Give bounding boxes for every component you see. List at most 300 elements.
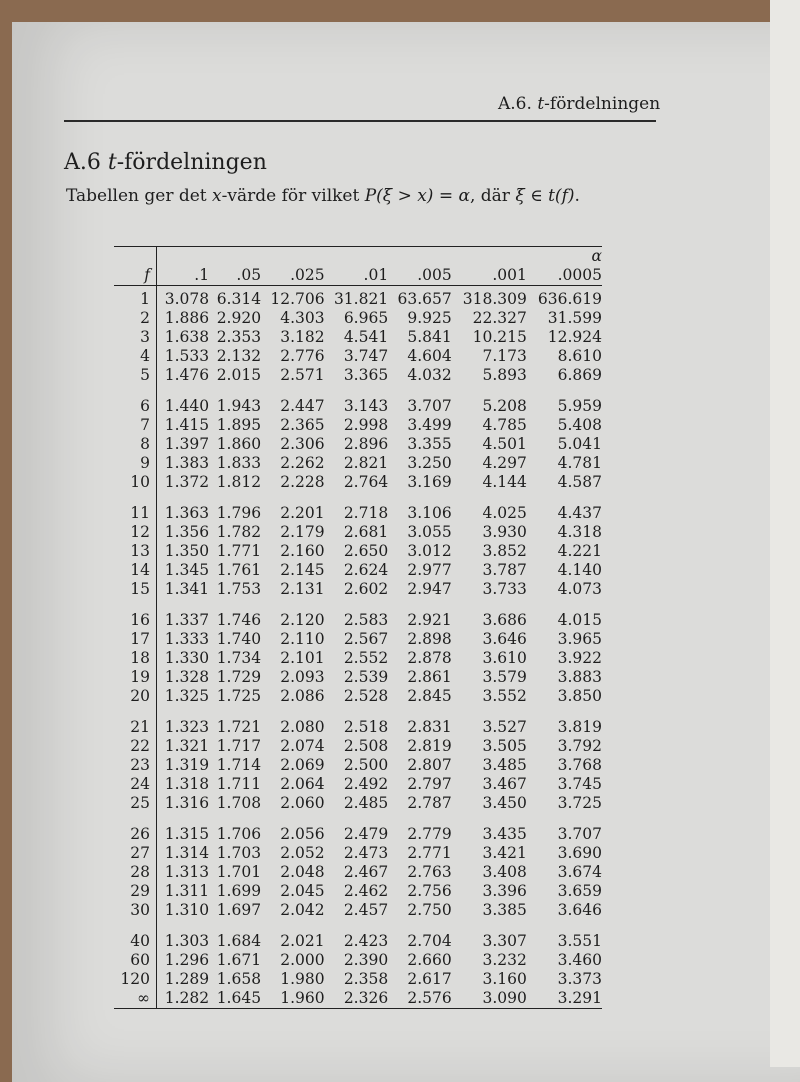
critical-value-cell: 3.646	[482, 630, 527, 648]
caption-formula: P(ξ > x) = α	[364, 186, 470, 206]
degrees-of-freedom-cell: 25	[114, 794, 157, 813]
running-head	[498, 94, 660, 114]
critical-value-cell: 1.415	[164, 416, 210, 434]
table-row	[114, 309, 602, 328]
running-head-t: t	[537, 94, 545, 114]
alpha-column-header: .0005	[527, 266, 602, 286]
critical-value-cell: 3.090	[482, 989, 527, 1007]
critical-value-cell: 3.385	[482, 901, 527, 919]
critical-value-cell: 3.747	[343, 347, 389, 365]
section-title-t: t	[107, 150, 117, 175]
critical-value-cell: 2.060	[280, 794, 325, 812]
table-row	[114, 523, 602, 542]
critical-value-cell: 2.602	[343, 580, 389, 598]
critical-value-cell: 2.080	[280, 718, 325, 736]
critical-value-cell: 3.768	[557, 756, 602, 774]
critical-value-cell: 1.311	[164, 882, 210, 900]
critical-value-cell: 1.397	[164, 435, 210, 453]
critical-value-cell: 3.460	[557, 951, 602, 969]
caption-distribution: ξ ∈ t(f)	[515, 186, 575, 206]
critical-value-cell: 3.435	[482, 825, 527, 843]
critical-value-cell: 2.947	[407, 580, 452, 598]
critical-value-cell: 1.356	[164, 523, 210, 541]
critical-value-cell: 1.740	[216, 630, 262, 648]
critical-value-cell: 3.850	[557, 687, 602, 705]
critical-value-cell: 2.056	[280, 825, 325, 843]
critical-value-cell: 4.604	[407, 347, 452, 365]
critical-value-cell: 3.527	[482, 718, 527, 736]
critical-value-cell: 4.221	[557, 542, 602, 560]
degrees-of-freedom-cell: 10	[114, 473, 157, 492]
critical-value-cell: 3.792	[557, 737, 602, 755]
critical-value-cell: 3.646	[557, 901, 602, 919]
table-row	[114, 706, 602, 737]
critical-value-cell: 2.492	[343, 775, 389, 793]
critical-value-cell: 2.583	[343, 611, 389, 629]
critical-value-cell: 4.073	[557, 580, 602, 598]
critical-value-cell: 1.321	[164, 737, 210, 755]
critical-value-cell: 2.898	[407, 630, 452, 648]
critical-value-cell: 1.771	[216, 542, 262, 560]
table-row	[114, 416, 602, 435]
critical-value-cell: 2.093	[280, 668, 325, 686]
critical-value-cell: 3.787	[482, 561, 527, 579]
critical-value-cell: 10.215	[472, 328, 527, 346]
degrees-of-freedom-cell: 6	[114, 385, 157, 416]
table-row	[114, 970, 602, 989]
critical-value-cell: 2.179	[280, 523, 325, 541]
critical-value-cell: 1.333	[164, 630, 210, 648]
critical-value-cell: 2.831	[407, 718, 452, 736]
critical-value-cell: 1.746	[216, 611, 262, 629]
critical-value-cell: 63.657	[397, 290, 452, 308]
table-row	[114, 649, 602, 668]
degrees-of-freedom-cell: 5	[114, 366, 157, 385]
table-row	[114, 756, 602, 775]
degrees-of-freedom-cell: 23	[114, 756, 157, 775]
critical-value-cell: 1.860	[216, 435, 262, 453]
critical-value-cell: 2.660	[407, 951, 452, 969]
critical-value-cell: 1.645	[216, 989, 262, 1007]
critical-value-cell: 3.819	[557, 718, 602, 736]
critical-value-cell: 2.508	[343, 737, 389, 755]
critical-value-cell: 2.704	[407, 932, 452, 950]
critical-value-cell: 1.671	[216, 951, 262, 969]
critical-value-cell: 2.576	[407, 989, 452, 1007]
critical-value-cell: 1.313	[164, 863, 210, 881]
critical-value-cell: 1.282	[164, 989, 210, 1007]
critical-value-cell: 2.756	[407, 882, 452, 900]
critical-value-cell: 1.372	[164, 473, 210, 491]
critical-value-cell: 2.624	[343, 561, 389, 579]
critical-value-cell: 2.457	[343, 901, 389, 919]
critical-value-cell: 2.571	[280, 366, 325, 384]
critical-value-cell: 1.708	[216, 794, 262, 812]
critical-value-cell: 1.658	[216, 970, 262, 988]
critical-value-cell: 3.505	[482, 737, 527, 755]
critical-value-cell: 2.052	[280, 844, 325, 862]
critical-value-cell: 2.771	[407, 844, 452, 862]
table-row	[114, 920, 602, 951]
critical-value-cell: 2.650	[343, 542, 389, 560]
critical-value-cell: 2.750	[407, 901, 452, 919]
critical-value-cell: 2.500	[343, 756, 389, 774]
critical-value-cell: 3.307	[482, 932, 527, 950]
degrees-of-freedom-cell: 3	[114, 328, 157, 347]
degrees-of-freedom-cell: 18	[114, 649, 157, 668]
section-title-text: -fördelningen	[116, 150, 267, 175]
critical-value-cell: 1.323	[164, 718, 210, 736]
table-row	[114, 863, 602, 882]
critical-value-cell: 3.690	[557, 844, 602, 862]
critical-value-cell: 2.015	[216, 366, 262, 384]
critical-value-cell: 1.296	[164, 951, 210, 969]
critical-value-cell: 4.541	[343, 328, 389, 346]
table-row	[114, 454, 602, 473]
critical-value-cell: 3.551	[557, 932, 602, 950]
table-row	[114, 561, 602, 580]
critical-value-cell: 1.960	[280, 989, 325, 1007]
table-row	[114, 328, 602, 347]
caption-var-x: x	[212, 186, 222, 206]
degrees-of-freedom-cell: 22	[114, 737, 157, 756]
degrees-of-freedom-cell: 7	[114, 416, 157, 435]
degrees-of-freedom-cell: 16	[114, 599, 157, 630]
critical-value-cell: 5.841	[407, 328, 452, 346]
caption-part: .	[574, 186, 580, 206]
degrees-of-freedom-cell: 21	[114, 706, 157, 737]
critical-value-cell: 5.208	[482, 397, 527, 415]
critical-value-cell: 12.706	[270, 290, 325, 308]
degrees-of-freedom-cell: 120	[114, 970, 157, 989]
critical-value-cell: 1.330	[164, 649, 210, 667]
critical-value-cell: 2.821	[343, 454, 389, 472]
degrees-of-freedom-cell: ∞	[114, 989, 157, 1009]
critical-value-cell: 2.262	[280, 454, 325, 472]
critical-value-cell: 1.721	[216, 718, 262, 736]
critical-value-cell: 3.143	[343, 397, 389, 415]
table-row	[114, 668, 602, 687]
critical-value-cell: 2.045	[280, 882, 325, 900]
t-distribution-table	[114, 246, 602, 1009]
table-row	[114, 542, 602, 561]
critical-value-cell: 3.250	[407, 454, 452, 472]
degrees-of-freedom-cell: 20	[114, 687, 157, 706]
critical-value-cell: 2.353	[216, 328, 262, 346]
critical-value-cell: 3.485	[482, 756, 527, 774]
critical-value-cell: 5.408	[557, 416, 602, 434]
critical-value-cell: 1.310	[164, 901, 210, 919]
alpha-column-header: .001	[452, 266, 527, 286]
critical-value-cell: 1.314	[164, 844, 210, 862]
critical-value-cell: 3.365	[343, 366, 389, 384]
critical-value-cell: 2.358	[343, 970, 389, 988]
critical-value-cell: 1.717	[216, 737, 262, 755]
alpha-column-header: .05	[209, 266, 261, 286]
critical-value-cell: 4.297	[482, 454, 527, 472]
critical-value-cell: 31.821	[333, 290, 389, 308]
critical-value-cell: 1.319	[164, 756, 210, 774]
critical-value-cell: 1.316	[164, 794, 210, 812]
critical-value-cell: 2.064	[280, 775, 325, 793]
critical-value-cell: 3.922	[557, 649, 602, 667]
critical-value-cell: 2.069	[280, 756, 325, 774]
critical-value-cell: 2.365	[280, 416, 325, 434]
alpha-column-header: .025	[261, 266, 325, 286]
critical-value-cell: 22.327	[472, 309, 527, 327]
critical-value-cell: 3.707	[407, 397, 452, 415]
critical-value-cell: 2.552	[343, 649, 389, 667]
critical-value-cell: 6.314	[216, 290, 262, 308]
critical-value-cell: 1.711	[216, 775, 262, 793]
critical-value-cell: 2.528	[343, 687, 389, 705]
caption-part: Tabellen ger det	[66, 186, 213, 206]
critical-value-cell: 1.714	[216, 756, 262, 774]
critical-value-cell: 4.140	[557, 561, 602, 579]
table-row	[114, 580, 602, 599]
critical-value-cell: 3.852	[482, 542, 527, 560]
critical-value-cell: 2.120	[280, 611, 325, 629]
header-rule	[64, 120, 656, 122]
critical-value-cell: 1.684	[216, 932, 262, 950]
degrees-of-freedom-cell: 13	[114, 542, 157, 561]
critical-value-cell: 1.383	[164, 454, 210, 472]
table-row	[114, 794, 602, 813]
critical-value-cell: 1.886	[164, 309, 210, 327]
critical-value-cell: 3.373	[557, 970, 602, 988]
critical-value-cell: 2.306	[280, 435, 325, 453]
critical-value-cell: 3.883	[557, 668, 602, 686]
degrees-of-freedom-cell: 28	[114, 863, 157, 882]
critical-value-cell: 1.345	[164, 561, 210, 579]
running-head-text: -fördelningen	[544, 94, 661, 114]
critical-value-cell: 3.686	[482, 611, 527, 629]
critical-value-cell: 1.703	[216, 844, 262, 862]
critical-value-cell: 2.467	[343, 863, 389, 881]
critical-value-cell: 2.086	[280, 687, 325, 705]
degrees-of-freedom-cell: 27	[114, 844, 157, 863]
caption-part: -värde för vilket	[221, 186, 365, 206]
section-title	[64, 150, 267, 175]
critical-value-cell: 3.450	[482, 794, 527, 812]
critical-value-cell: 3.733	[482, 580, 527, 598]
table-row	[114, 599, 602, 630]
critical-value-cell: 3.930	[482, 523, 527, 541]
degrees-of-freedom-cell: 60	[114, 951, 157, 970]
critical-value-cell: 2.201	[280, 504, 325, 522]
degrees-of-freedom-cell: 40	[114, 920, 157, 951]
critical-value-cell: 3.182	[280, 328, 325, 346]
degrees-of-freedom-cell: 24	[114, 775, 157, 794]
critical-value-cell: 2.132	[216, 347, 262, 365]
critical-value-cell: 3.659	[557, 882, 602, 900]
critical-value-cell: 1.761	[216, 561, 262, 579]
critical-value-cell: 2.779	[407, 825, 452, 843]
critical-value-cell: 2.518	[343, 718, 389, 736]
critical-value-cell: 4.032	[407, 366, 452, 384]
critical-value-cell: 1.318	[164, 775, 210, 793]
critical-value-cell: 2.145	[280, 561, 325, 579]
critical-value-cell: 3.396	[482, 882, 527, 900]
critical-value-cell: 2.021	[280, 932, 325, 950]
table-row	[114, 989, 602, 1009]
critical-value-cell: 636.619	[537, 290, 602, 308]
table-row	[114, 366, 602, 385]
critical-value-cell: 2.160	[280, 542, 325, 560]
critical-value-cell: 3.169	[407, 473, 452, 491]
degrees-of-freedom-cell: 12	[114, 523, 157, 542]
table-body	[114, 286, 602, 1009]
critical-value-cell: 2.819	[407, 737, 452, 755]
critical-value-cell: 1.943	[216, 397, 262, 415]
critical-value-cell: 2.617	[407, 970, 452, 988]
critical-value-cell: 3.707	[557, 825, 602, 843]
critical-value-cell: 1.729	[216, 668, 262, 686]
critical-value-cell: 1.363	[164, 504, 210, 522]
critical-value-cell: 9.925	[407, 309, 452, 327]
critical-value-cell: 7.173	[482, 347, 527, 365]
degrees-of-freedom-cell: 9	[114, 454, 157, 473]
degrees-of-freedom-cell: 11	[114, 492, 157, 523]
critical-value-cell: 2.787	[407, 794, 452, 812]
critical-value-cell: 2.896	[343, 435, 389, 453]
critical-value-cell: 6.869	[557, 366, 602, 384]
critical-value-cell: 2.462	[343, 882, 389, 900]
critical-value-cell: 5.959	[557, 397, 602, 415]
degrees-of-freedom-cell: 4	[114, 347, 157, 366]
critical-value-cell: 4.501	[482, 435, 527, 453]
critical-value-cell: 2.567	[343, 630, 389, 648]
critical-value-cell: 1.796	[216, 504, 262, 522]
critical-value-cell: 1.812	[216, 473, 262, 491]
critical-value-cell: 4.015	[557, 611, 602, 629]
critical-value-cell: 5.041	[557, 435, 602, 453]
running-head-section: A.6.	[498, 94, 532, 114]
critical-value-cell: 1.895	[216, 416, 262, 434]
degrees-of-freedom-cell: 26	[114, 813, 157, 844]
critical-value-cell: 1.833	[216, 454, 262, 472]
table-row	[114, 882, 602, 901]
table-row	[114, 951, 602, 970]
critical-value-cell: 1.753	[216, 580, 262, 598]
critical-value-cell: 3.965	[557, 630, 602, 648]
critical-value-cell: 3.232	[482, 951, 527, 969]
critical-value-cell: 2.228	[280, 473, 325, 491]
critical-value-cell: 2.797	[407, 775, 452, 793]
table-row	[114, 492, 602, 523]
critical-value-cell: 4.144	[482, 473, 527, 491]
critical-value-cell: 2.473	[343, 844, 389, 862]
critical-value-cell: 3.012	[407, 542, 452, 560]
critical-value-cell: 1.701	[216, 863, 262, 881]
critical-value-cell: 2.131	[280, 580, 325, 598]
critical-value-cell: 1.697	[216, 901, 262, 919]
degrees-of-freedom-cell: 14	[114, 561, 157, 580]
critical-value-cell: 1.734	[216, 649, 262, 667]
critical-value-cell: 1.782	[216, 523, 262, 541]
degrees-of-freedom-cell: 2	[114, 309, 157, 328]
degrees-of-freedom-cell: 19	[114, 668, 157, 687]
critical-value-cell: 1.980	[280, 970, 325, 988]
critical-value-cell: 1.289	[164, 970, 210, 988]
critical-value-cell: 3.552	[482, 687, 527, 705]
critical-value-cell: 2.326	[343, 989, 389, 1007]
degrees-of-freedom-cell: 15	[114, 580, 157, 599]
critical-value-cell: 2.920	[216, 309, 262, 327]
critical-value-cell: 4.781	[557, 454, 602, 472]
critical-value-cell: 3.291	[557, 989, 602, 1007]
critical-value-cell: 2.681	[343, 523, 389, 541]
critical-value-cell: 2.998	[343, 416, 389, 434]
critical-value-cell: 2.447	[280, 397, 325, 415]
table-row	[114, 844, 602, 863]
table-row	[114, 286, 602, 310]
table-row	[114, 473, 602, 492]
critical-value-cell: 3.725	[557, 794, 602, 812]
alpha-column-header: .01	[325, 266, 389, 286]
critical-value-cell: 2.718	[343, 504, 389, 522]
table-row	[114, 901, 602, 920]
critical-value-cell: 318.309	[462, 290, 527, 308]
critical-value-cell: 3.467	[482, 775, 527, 793]
critical-value-cell: 2.479	[343, 825, 389, 843]
critical-value-cell: 2.776	[280, 347, 325, 365]
table-row	[114, 737, 602, 756]
caption-part: , där	[469, 186, 516, 206]
critical-value-cell: 2.764	[343, 473, 389, 491]
critical-value-cell: 3.355	[407, 435, 452, 453]
critical-value-cell: 1.303	[164, 932, 210, 950]
critical-value-cell: 4.025	[482, 504, 527, 522]
degrees-of-freedom-cell: 1	[114, 286, 157, 310]
table-row	[114, 435, 602, 454]
critical-value-cell: 1.533	[164, 347, 210, 365]
table-row	[114, 385, 602, 416]
section-number: A.6	[64, 150, 101, 175]
critical-value-cell: 1.706	[216, 825, 262, 843]
critical-value-cell: 2.000	[280, 951, 325, 969]
critical-value-cell: 8.610	[557, 347, 602, 365]
critical-value-cell: 3.078	[164, 290, 210, 308]
critical-value-cell: 2.485	[343, 794, 389, 812]
critical-value-cell: 1.638	[164, 328, 210, 346]
table-row	[114, 630, 602, 649]
critical-value-cell: 2.807	[407, 756, 452, 774]
critical-value-cell: 2.878	[407, 649, 452, 667]
degrees-of-freedom-cell: 30	[114, 901, 157, 920]
critical-value-cell: 3.579	[482, 668, 527, 686]
degrees-of-freedom-cell: 29	[114, 882, 157, 901]
critical-value-cell: 31.599	[547, 309, 602, 327]
critical-value-cell: 1.337	[164, 611, 210, 629]
critical-value-cell: 2.763	[407, 863, 452, 881]
critical-value-cell: 3.106	[407, 504, 452, 522]
critical-value-cell: 3.421	[482, 844, 527, 862]
critical-value-cell: 1.699	[216, 882, 262, 900]
critical-value-cell: 4.785	[482, 416, 527, 434]
critical-value-cell: 1.725	[216, 687, 262, 705]
critical-value-cell: 2.861	[407, 668, 452, 686]
critical-value-cell: 2.101	[280, 649, 325, 667]
critical-value-cell: 5.893	[482, 366, 527, 384]
critical-value-cell: 2.390	[343, 951, 389, 969]
table-row	[114, 347, 602, 366]
page-edge	[770, 0, 800, 1067]
degrees-of-freedom-cell: 17	[114, 630, 157, 649]
critical-value-cell: 1.315	[164, 825, 210, 843]
critical-value-cell: 3.408	[482, 863, 527, 881]
critical-value-cell: 2.048	[280, 863, 325, 881]
